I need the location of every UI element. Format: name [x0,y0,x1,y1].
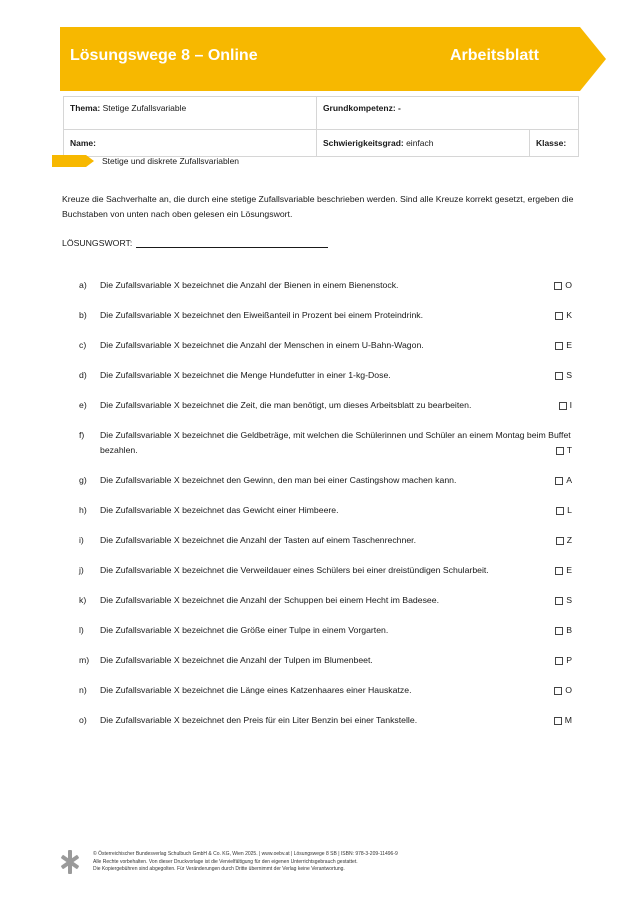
item-key: m) [79,655,90,665]
item-letter: L [567,505,572,515]
item-checkbox[interactable] [555,593,572,608]
item-key: n) [79,685,87,695]
item-checkbox[interactable] [554,683,572,698]
item-checkbox[interactable] [555,563,572,578]
item-letter: O [565,280,572,290]
item-text: Die Zufallsvariable X bezeichnet den Gewinn, den man bei einer Castingshow machen kann. [100,475,457,485]
checkbox-icon[interactable] [556,507,564,515]
item-checkbox[interactable] [555,473,572,488]
section-header [52,155,452,167]
item-letter: I [569,400,572,410]
item-letter: E [566,340,572,350]
item-text: Die Zufallsvariable X bezeichnet den Preis für ein Liter Benzin bei einer Tankstelle. [100,715,418,725]
item-text: Die Zufallsvariable X bezeichnet die Anzahl der Bienen in einem Bienenstock. [100,280,399,290]
item-letter: M [564,715,572,725]
item-checkbox[interactable] [559,398,572,413]
item-checkbox[interactable] [555,623,572,638]
checkbox-icon[interactable] [556,447,564,455]
klasse-label: Klasse: [535,138,567,148]
item-letter: B [566,625,572,635]
item-text: Die Zufallsvariable X bezeichnet den Eiweißanteil in Prozent bei einem Proteindrink. [100,310,424,320]
item-text: Die Zufallsvariable X bezeichnet die Verweildauer eines Schülers bei einer dreistündigen Schularbeit. [100,565,489,575]
name-label: Name: [70,138,96,148]
item-text: Die Zufallsvariable X bezeichnet die Länge eines Katzenhaares einer Hauskatze. [100,685,412,695]
item-key: k) [79,595,87,605]
item-text: Die Zufallsvariable X bezeichnet die Größe einer Tulpe in einem Vorgarten. [100,625,389,635]
checkbox-icon[interactable] [554,687,562,695]
item-letter: A [566,475,572,485]
loesungswort-row [62,237,328,248]
item-key: d) [79,370,87,380]
checkbox-icon[interactable] [555,567,563,575]
checkbox-icon[interactable] [554,282,562,290]
item-key: h) [79,505,87,515]
item-letter: Z [566,535,572,545]
grundkompetenz-cell [316,97,578,130]
checkbox-icon[interactable] [559,402,567,410]
worksheet-label: Arbeitsblatt [450,47,539,64]
item-text: Die Zufallsvariable X bezeichnet die Anzahl der Schuppen bei einem Hecht im Badesee. [100,595,440,605]
loesungswort-blank[interactable] [136,237,328,248]
thema-label: Thema: [70,103,101,113]
section-title: Stetige und diskrete Zufallsvariablen [102,156,240,166]
item-key: a) [79,280,87,290]
item-text: Die Zufallsvariable X bezeichnet die Zeit, die man benötigt, um dieses Arbeitsblatt zu bearbeiten. [100,400,472,410]
item-checkbox[interactable] [554,278,572,293]
schwierigkeit-label: Schwierigkeitsgrad: [322,138,404,148]
item-letter: S [566,370,572,380]
item-checkbox[interactable] [555,308,572,323]
checkbox-icon[interactable] [555,342,563,350]
checkbox-icon[interactable] [555,312,563,320]
item-key: o) [79,715,87,725]
item-key: i) [79,535,84,545]
item-checkbox[interactable] [555,653,572,668]
schwierigkeit-value: einfach [403,138,434,148]
footer-rights: Alle Rechte vorbehalten. Von dieser Druckvorlage ist die Vervielfältigung für den eigenen Unterrichtsgebrauch gestattet. [93,858,358,865]
item-letter: T [566,445,572,455]
checkbox-icon[interactable] [555,477,563,485]
item-key: b) [79,310,87,320]
item-checkbox[interactable] [556,443,572,458]
footer-fees: Die Kopiergebühren sind abgegolten. Für Veränderungen durch Dritte übernimmt der Verlag keine Verantwortung. [93,866,345,872]
item-checkbox[interactable] [555,368,572,383]
item-letter: O [565,685,572,695]
item-key: l) [79,625,84,635]
item-text: Die Zufallsvariable X bezeichnet die Anzahl der Menschen in einem U-Bahn-Wagon. [100,340,424,350]
grundkompetenz-label: Grundkompetenz: - [322,103,401,113]
info-table [63,96,579,157]
schwierigkeit-cell [316,130,529,157]
thema-value: Stetige Zufallsvariable [100,103,187,113]
instructions: Kreuze die Sachverhalte an, die durch eine stetige Zufallsvariable beschrieben werden. Sind alle Kreuze korrekt gesetzt, ergeben die Buchstaben von unten nach oben gelesen ein Lösungswort. [62,194,574,219]
name-cell[interactable] [64,130,317,157]
section-arrow-icon [52,155,94,167]
header-banner [60,27,606,91]
page-title: Lösungswege 8 – Online [70,47,258,64]
item-key: c) [79,340,87,350]
item-checkbox[interactable] [556,503,572,518]
checkbox-icon[interactable] [555,372,563,380]
item-letter: P [566,655,572,665]
footer [93,851,493,874]
item-checkbox[interactable] [556,533,572,548]
item-key: f) [79,430,85,440]
footer-copyright: © Österreichischer Bundesverlag Schulbuch GmbH & Co. KG, Wien 2025. | www.oebv.at | Lösungswege 8 SB | ISBN: 978-3-209-11496-9 [93,851,398,857]
item-checkbox[interactable] [554,713,572,728]
item-text: Die Zufallsvariable X bezeichnet das Gewicht einer Himbeere. [100,505,339,515]
item-text: Die Zufallsvariable X bezeichnet die Anzahl der Tasten auf einem Taschenrechner. [100,535,416,545]
item-text: Die Zufallsvariable X bezeichnet die Menge Hundefutter in einer 1-kg-Dose. [100,370,391,380]
checkbox-icon[interactable] [555,657,563,665]
item-key: j) [79,565,84,575]
item-letter: E [566,565,572,575]
publisher-logo-icon [60,850,80,874]
checkbox-icon[interactable] [556,537,564,545]
item-text: Die Zufallsvariable X bezeichnet die Anzahl der Tulpen im Blumenbeet. [100,655,373,665]
loesungswort-label: LÖSUNGSWORT: [62,238,133,248]
checkbox-icon[interactable] [555,627,563,635]
checkbox-icon[interactable] [554,717,562,725]
item-letter: S [566,595,572,605]
item-letter: K [566,310,572,320]
thema-cell [64,97,317,130]
item-text: Die Zufallsvariable X bezeichnet die Geldbeträge, mit welchen die Schülerinnen und Schüler an einem Montag beim Buffet bezahlen. [100,430,571,455]
checkbox-icon[interactable] [555,597,563,605]
item-key: e) [79,400,87,410]
klasse-cell[interactable] [529,130,578,157]
item-key: g) [79,475,87,485]
item-checkbox[interactable] [555,338,572,353]
